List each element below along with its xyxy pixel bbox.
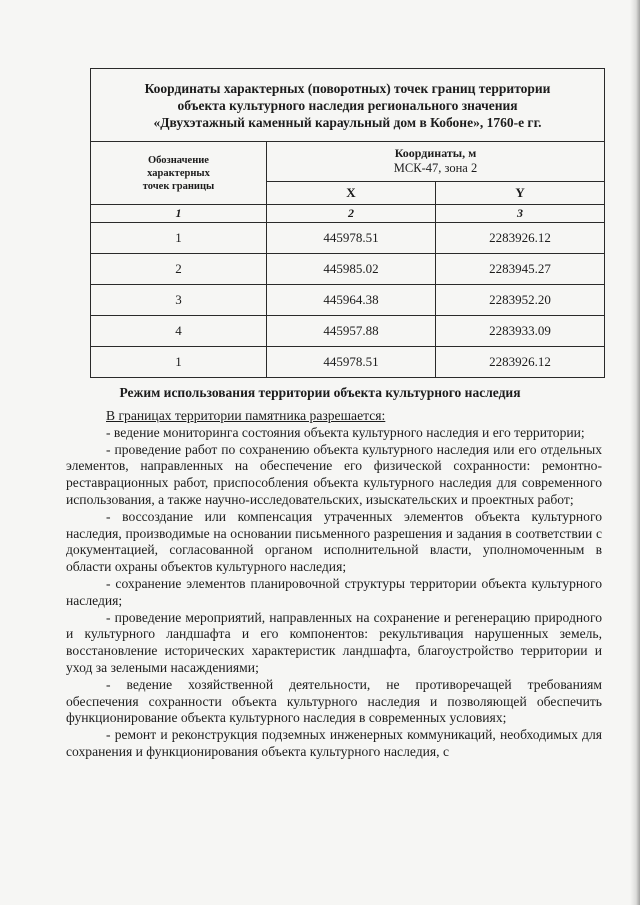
table-title-line: «Двухэтажный каменный караульный дом в Кобоне», 1760-е гг.: [153, 114, 542, 130]
coord-x: 445957.88: [267, 316, 436, 347]
table-title-line: Координаты характерных (поворотных) точек границ территории: [144, 80, 551, 96]
point-id: 2: [91, 254, 267, 285]
header-points-line: характерных: [147, 167, 210, 179]
section-title: Режим использования территории объекта культурного наследия: [119, 385, 521, 400]
list-item: - сохранение элементов планировочной структуры территории объекта культурного наследия;: [66, 575, 602, 608]
column-number: 2: [267, 205, 436, 223]
header-points-line: точек границы: [142, 180, 215, 192]
regulations-text: [66, 408, 602, 761]
table-title-line: объекта культурного наследия регионального значения: [177, 97, 518, 113]
coord-x: 445985.02: [267, 254, 436, 285]
column-y-header: Y: [436, 181, 605, 204]
header-coordinates-unit: Координаты, м: [394, 146, 477, 161]
list-item: - воссоздание или компенсация утраченных элементов объекта культурного наследия, производимые на основании письменного разрешения и задания в соответствии с документацией, согласованной органом исполнительной власти, уполномоченным в области охраны объектов культурного наследия;: [66, 508, 602, 575]
list-item: - проведение работ по сохранению объекта культурного наследия или его отдельных элементов, направленных на обеспечение его физической сохранности: ремонтно-реставрационных работ, приспособления объекта культурного наследия для современного использования, а также научно-исследовательских, изыскательских и проектных работ;: [66, 441, 602, 507]
table-row: [91, 316, 605, 347]
list-item: - проведение мероприятий, направленных на сохранение и регенерацию природного и культурного ландшафта и его компонентов: рекультивация нарушенных земель, восстановление исторических характеристик ландшафта, благоустройство территории и уход за зелеными насаждениями;: [66, 609, 602, 675]
table-row: [91, 285, 605, 316]
column-number: 3: [436, 205, 605, 223]
header-coordinates: [267, 142, 605, 182]
table-row: [91, 347, 605, 378]
table-row: [91, 254, 605, 285]
table-row: [91, 223, 605, 254]
point-id: 1: [91, 347, 267, 378]
table-title: [91, 69, 605, 142]
column-number: 1: [91, 205, 267, 223]
point-id: 4: [91, 316, 267, 347]
header-points: [91, 142, 267, 205]
coordinates-table: [90, 68, 605, 378]
list-item: - ведение хозяйственной деятельности, не противоречащей требованиям обеспечения сохранности объекта культурного наследия и позволяющей обеспечить функционирование объекта культурного наследия в современных условиях;: [66, 676, 602, 726]
coord-x: 445978.51: [267, 223, 436, 254]
list-item: - ведение мониторинга состояния объекта культурного наследия и его территории;: [106, 424, 585, 440]
column-x-header: X: [267, 181, 436, 204]
coord-x: 445964.38: [267, 285, 436, 316]
point-id: 3: [91, 285, 267, 316]
point-id: 1: [91, 223, 267, 254]
header-coordinates-system: МСК-47, зона 2: [393, 161, 478, 176]
coord-y: 2283926.12: [436, 223, 605, 254]
coord-y: 2283933.09: [436, 316, 605, 347]
scan-edge-shadow: [630, 0, 640, 905]
coord-y: 2283945.27: [436, 254, 605, 285]
coord-x: 445978.51: [267, 347, 436, 378]
list-item: - ремонт и реконструкция подземных инженерных коммуникаций, необходимых для сохранения и функционирования объекта культурного наследия, с: [66, 727, 602, 759]
header-points-line: Обозначение: [148, 154, 209, 166]
coord-y: 2283952.20: [436, 285, 605, 316]
lead-sentence: В границах территории памятника разрешается:: [106, 408, 386, 423]
coord-y: 2283926.12: [436, 347, 605, 378]
